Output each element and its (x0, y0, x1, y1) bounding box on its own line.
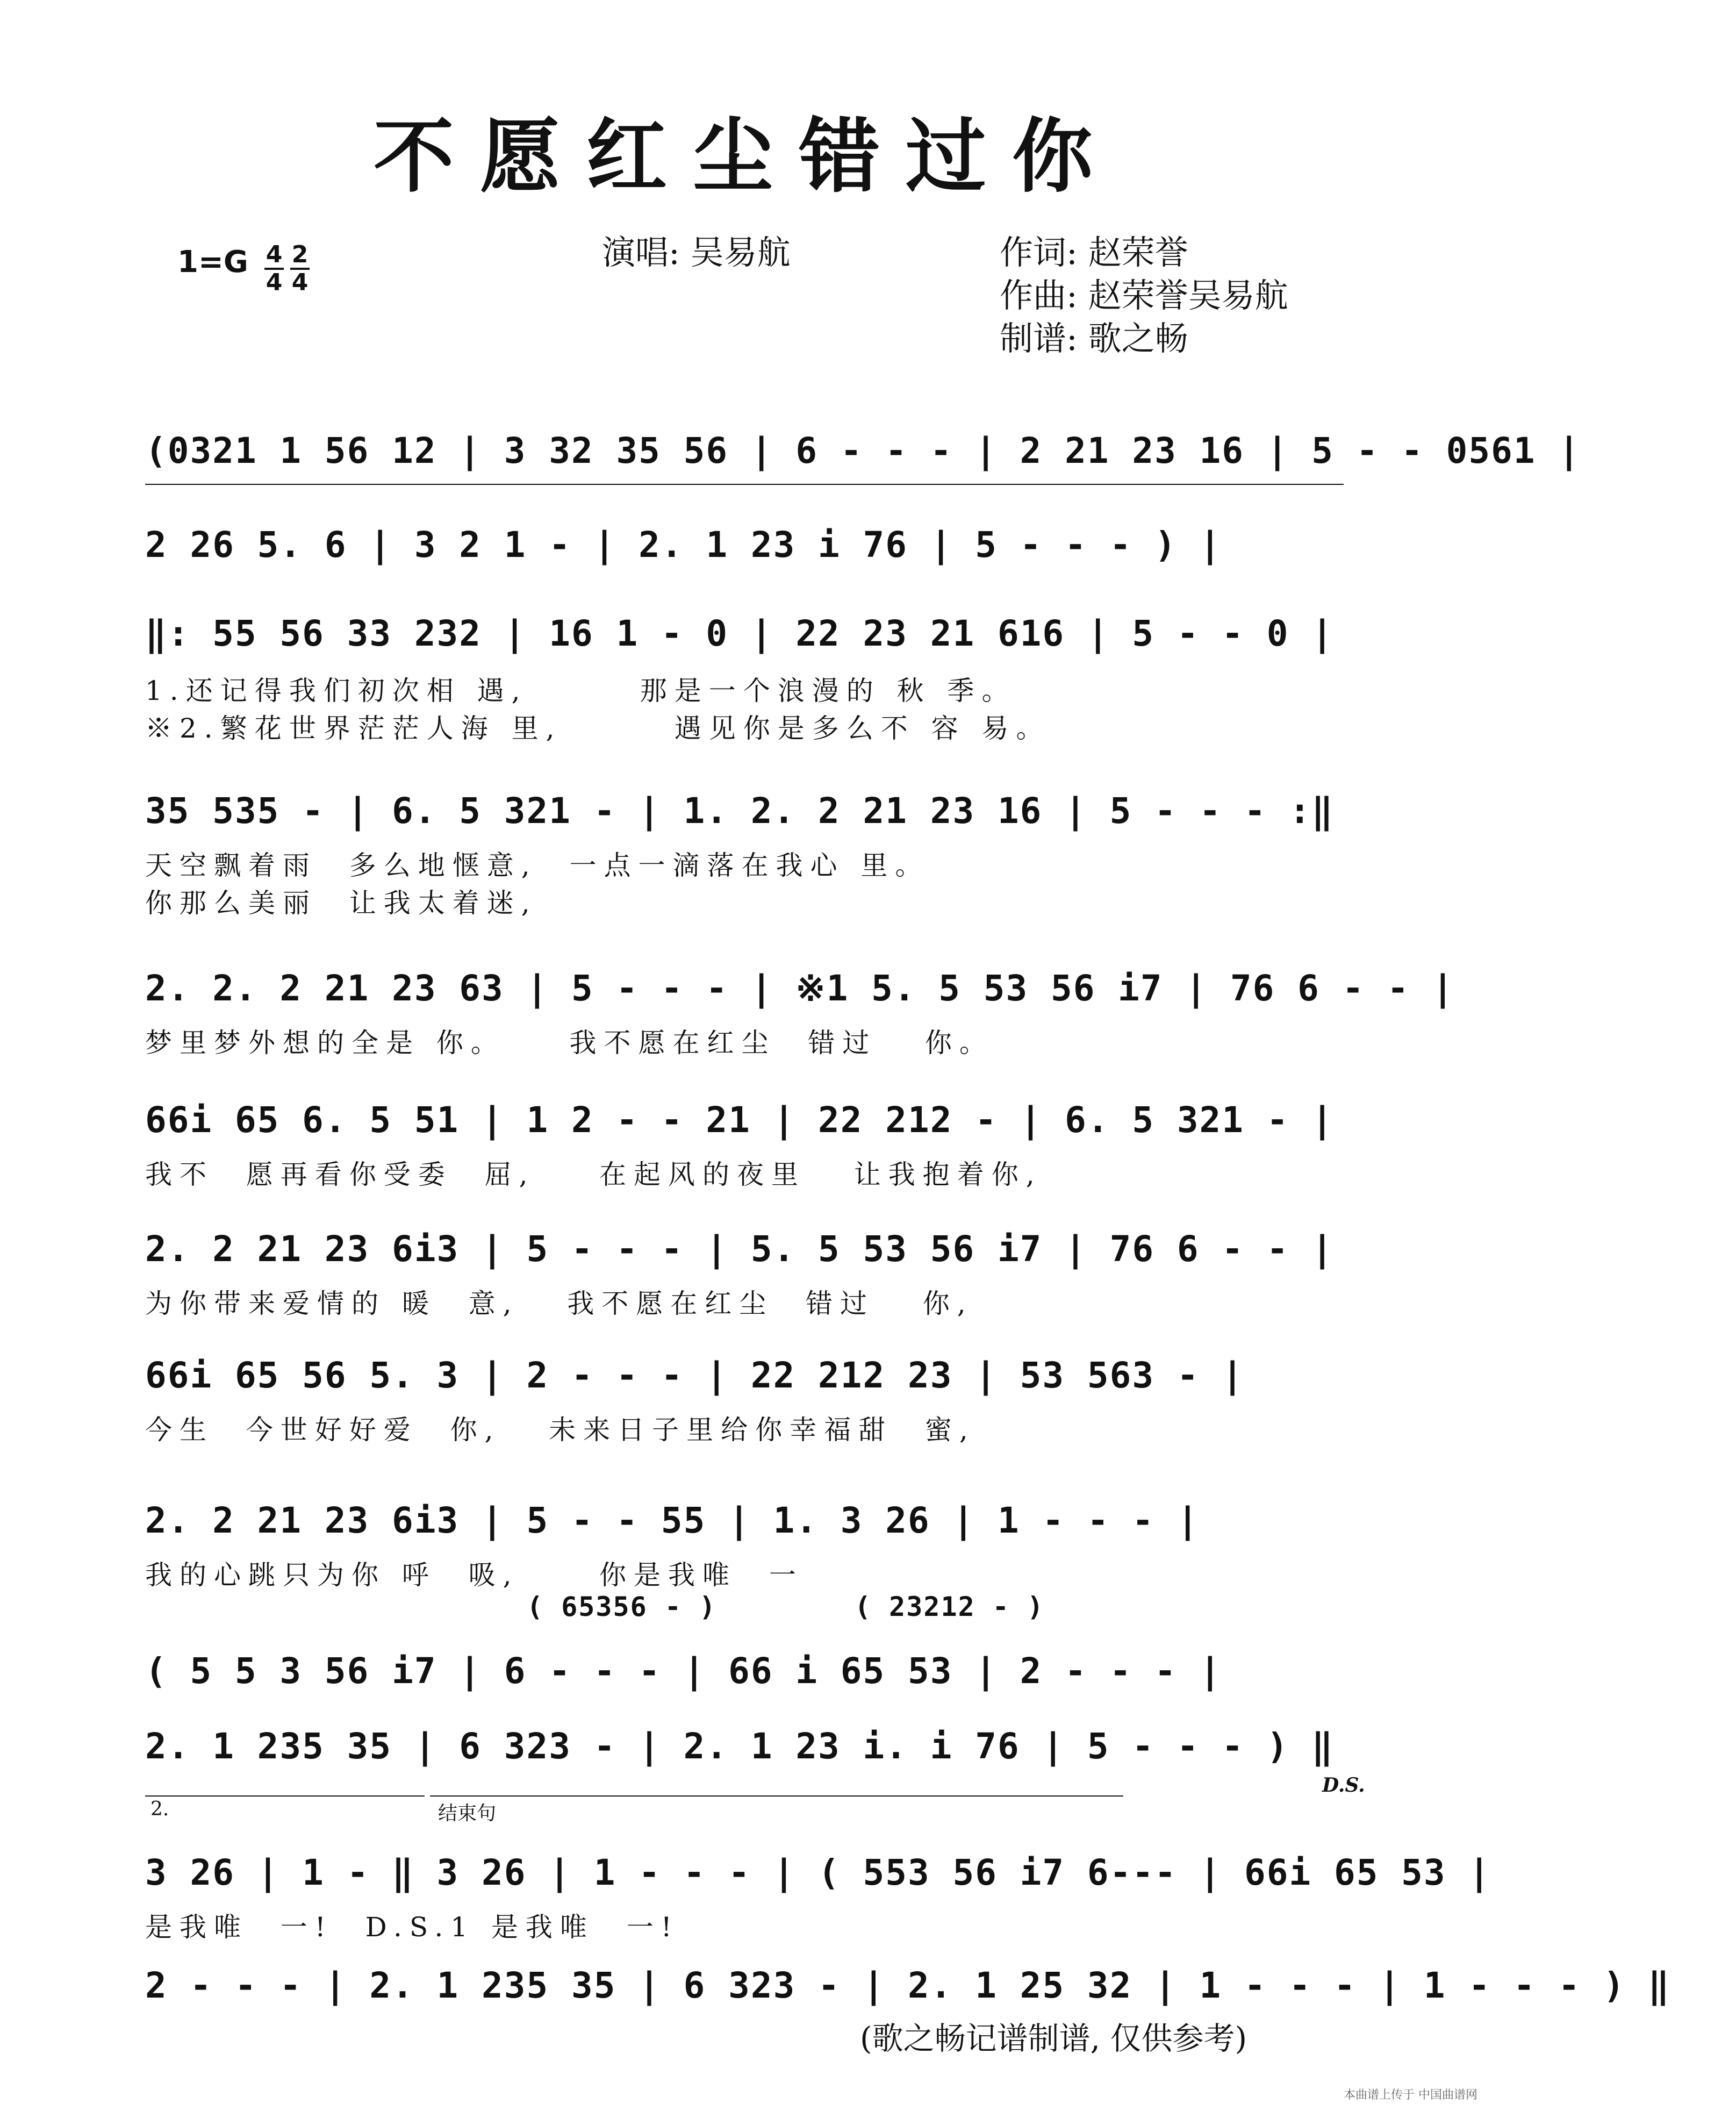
notation-line-3: ‖: 55 56 33 232 | 16 1 - 0 | 22 23 21 616 | 5 - - 0 | (145, 613, 1334, 654)
arranger-credit: 制谱: 歌之畅 (1000, 319, 1188, 358)
notation-line-11: 2. 1 235 35 | 6 323 - | 2. 1 23 i. i 76 | 5 - - - ) ‖ (145, 1726, 1334, 1767)
lyricist-credit: 作词: 赵荣誉 (1000, 233, 1188, 272)
notation-line-4: 35 535 - | 6. 5 321 - | 1. 2. 2 21 23 16 | 5 - - - :‖ (145, 790, 1334, 832)
time-sig-numerator: 4 (266, 241, 283, 268)
composer-credit: 作曲: 赵荣誉吴易航 (1000, 276, 1288, 315)
song-title: 不愿红尘错过你 (373, 109, 1118, 204)
notation-line-5: 2. 2. 2 21 23 63 | 5 - - - | ※1 5. 5 53 56 i7 | 76 6 - - | (145, 968, 1455, 1009)
notation-line-12: 3 26 | 1 - ‖ 3 26 | 1 - - - | ( 553 56 i7 6--- | 66i 65 53 | (145, 1852, 1491, 1893)
notation-line-9: 2. 2 21 23 6i3 | 5 - - 55 | 1. 3 26 | 1 - - - | (145, 1500, 1200, 1541)
singer-credit: 演唱: 吴易航 (602, 233, 791, 272)
lyric-line-4a: 天空飘着雨 多么地惬意, 一点一滴落在我心 里。 (145, 850, 930, 881)
time-sig-denominator: 4 (291, 269, 309, 296)
time-signature-4-4 (263, 243, 285, 295)
lyric-line-9: 我的心跳只为你 呼 吸, 你是我唯 一 (145, 1559, 804, 1591)
footer-note: (歌之畅记谱制谱, 仅供参考) (860, 2020, 1247, 2057)
lyric-line-6: 我不 愿再看你受委 屈, 在起风的夜里 让我抱着你, (145, 1159, 1042, 1190)
lyric-line-5: 梦里梦外想的全是 你。 我不愿在红尘 错过 你。 (145, 1027, 994, 1058)
notation-line-10: ( 5 5 3 56 i7 | 6 - - - | 66 i 65 53 | 2 - - - | (145, 1650, 1222, 1692)
upload-stamp: 本曲谱上传于 中国曲谱网 (1344, 2088, 1477, 2102)
ending-mark-2: 2. (150, 1798, 169, 1820)
lyric-line-7: 为你带来爱情的 暖 意, 我不愿在红尘 错过 你, (145, 1288, 973, 1319)
notation-line-8: 66i 65 56 5. 3 | 2 - - - | 22 212 23 | 53 563 - | (145, 1355, 1245, 1396)
time-sig-denominator: 4 (266, 269, 283, 296)
notation-line-6: 66i 65 6. 5 51 | 1 2 - - 21 | 22 212 - | 6. 5 321 - | (145, 1099, 1334, 1141)
notation-line-1: (0321 1 56 12 | 3 32 35 56 | 6 - - - | 2 21 23 16 | 5 - - 0561 | (145, 430, 1581, 471)
lyric-line-12: 是我唯 一! D.S.1 是我唯 一! (145, 1912, 679, 1943)
notation-line-2: 2 26 5. 6 | 3 2 1 - | 2. 1 23 i 76 | 5 - - - ) | (145, 524, 1222, 566)
lyric-line-3b: ※2.繁花世界茫茫人海 里, 遇见你是多么不 容 易。 (145, 713, 1051, 744)
notation-line-7: 2. 2 21 23 6i3 | 5 - - - | 5. 5 53 56 i7 | 76 6 - - | (145, 1228, 1334, 1270)
lyric-line-3a: 1.还记得我们初次相 遇, 那是一个浪漫的 秋 季。 (145, 675, 1016, 706)
time-signature-2-4 (289, 243, 311, 295)
time-sig-numerator: 2 (291, 241, 309, 268)
notation-line-13: 2 - - - | 2. 1 235 35 | 6 323 - | 2. 1 25 32 | 1 - - - | 1 - - - ) ‖ (145, 1965, 1671, 2006)
coda-label: 结束句 (438, 1802, 497, 1824)
lyric-line-8: 今生 今世好好爱 你, 未来日子里给你幸福甜 蜜, (145, 1414, 975, 1446)
interlude-aside: ( 65356 - ) ( 23212 - ) (527, 1591, 1045, 1622)
ds-mark: D.S. (1322, 1774, 1365, 1797)
lyric-line-4b: 你那么美丽 让我太着迷, (145, 888, 537, 919)
key-signature: 1=G (177, 245, 248, 280)
